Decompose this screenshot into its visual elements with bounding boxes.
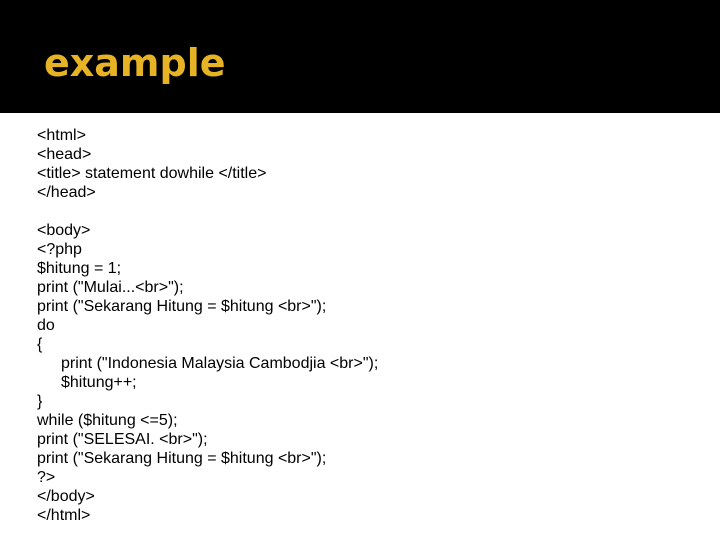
code-line: </body> [37,488,95,505]
code-line: <title> statement dowhile </title> [37,165,267,182]
code-line: </head> [37,184,96,201]
code-line: ?> [37,469,56,486]
code-line: { [37,336,43,353]
code-line: } [37,393,43,410]
code-line: print ("Mulai...<br>"); [37,279,184,296]
code-line: print ("Indonesia Malaysia Cambodjia <br>"); [61,355,379,372]
title-bar [0,0,720,113]
code-line: $hitung = 1; [37,260,122,277]
code-listing [37,126,697,525]
code-line: print ("Sekarang Hitung = $hitung <br>"); [37,450,327,467]
code-blank-line [37,202,697,221]
code-line: do [37,317,55,334]
code-line: print ("SELESAI. <br>"); [37,431,208,448]
code-line: $hitung++; [61,374,137,391]
code-line: <?php [37,241,82,258]
code-line: while ($hitung <=5); [37,412,178,429]
code-line: print ("Sekarang Hitung = $hitung <br>"); [37,298,327,315]
code-line: <head> [37,146,92,163]
code-line: </html> [37,507,91,524]
code-line: <html> [37,127,86,144]
code-line: <body> [37,222,91,239]
slide-title: example [44,41,226,85]
